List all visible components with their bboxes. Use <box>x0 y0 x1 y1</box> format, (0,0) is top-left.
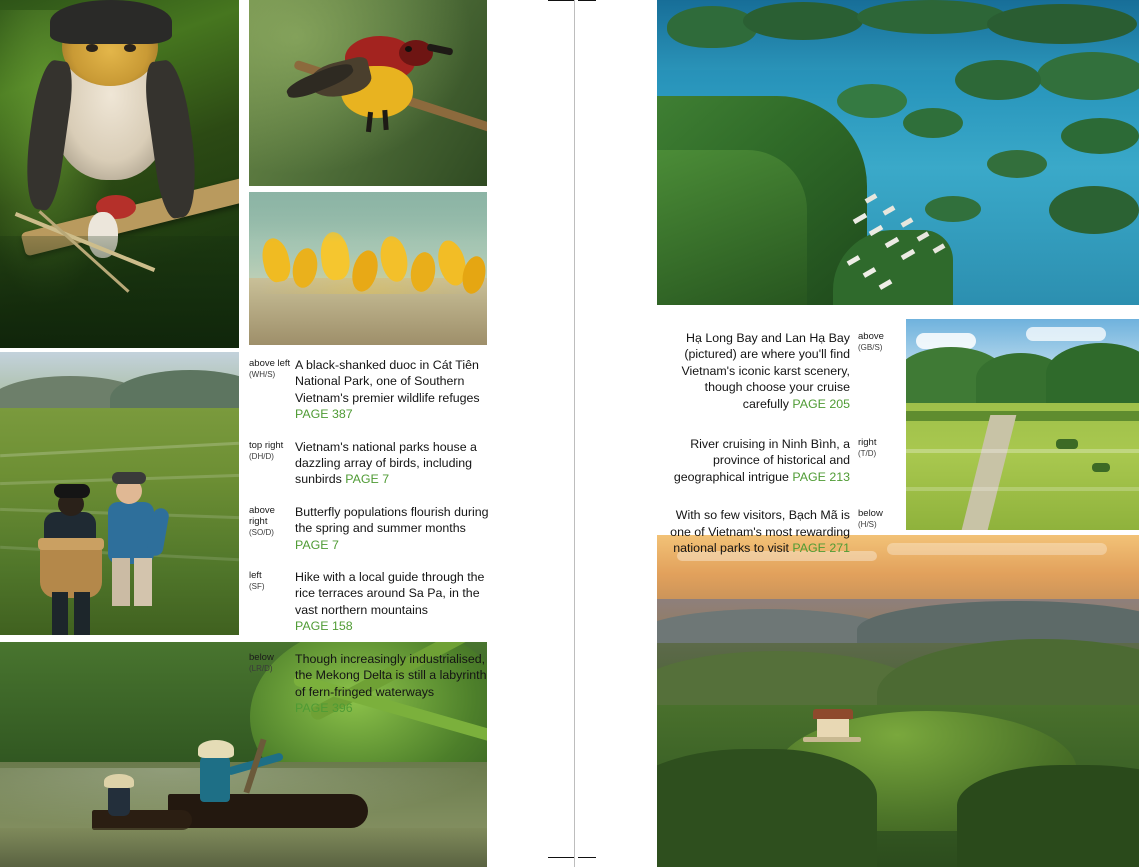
rice-terraces-trek-photo <box>0 352 239 635</box>
caption-text: Hạ Long Bay and Lan Hạ Bay (pictured) are where you'll find Vietnam's iconic karst scenery, though choose your cruise carefully <box>681 331 850 411</box>
caption-text: River cruising in Ninh Bình, a province of historical and geographical intrigue <box>673 437 850 484</box>
caption-position-label: left <box>249 570 262 582</box>
caption-position-label: above right <box>249 504 275 527</box>
crop-mark-top-right <box>578 0 596 1</box>
caption-credit: (T/D) <box>858 449 877 459</box>
caption-credit: (GB/S) <box>858 343 883 352</box>
caption-position <box>249 504 295 553</box>
caption-text: A black-shanked duoc in Cát Tiên National Park, one of Southern Vietnam's premier wildlife refuges <box>295 358 480 405</box>
caption-item <box>249 439 489 488</box>
ha-long-bay-photo <box>657 0 1139 305</box>
caption-item <box>640 436 898 485</box>
caption-text: Butterfly populations flourish during the spring and summer months <box>295 504 489 536</box>
ninh-binh-photo <box>906 319 1139 530</box>
caption-text-wrap <box>295 651 489 717</box>
caption-text-wrap <box>295 357 489 423</box>
caption-position <box>249 651 295 717</box>
caption-item <box>249 651 489 717</box>
page-reference[interactable]: PAGE 396 <box>295 700 353 715</box>
caption-text-wrap <box>658 330 850 412</box>
page-reference[interactable]: PAGE 205 <box>792 396 850 411</box>
caption-item <box>640 330 898 412</box>
caption-credit: (LR/D) <box>249 663 273 673</box>
caption-position-label: below <box>858 508 883 520</box>
caption-credit: (SF) <box>249 582 265 592</box>
caption-position-label: right <box>858 437 877 449</box>
caption-position-label: below <box>249 651 274 663</box>
caption-credit: (SO/D) <box>249 527 274 537</box>
caption-item <box>249 569 489 635</box>
caption-text: Hike with a local guide through the rice terraces around Sa Pa, in the vast northern mountains <box>295 570 485 617</box>
caption-position <box>249 569 295 635</box>
douc-langur-photo <box>0 0 239 348</box>
caption-item <box>249 357 489 423</box>
caption-item <box>249 504 489 553</box>
caption-position <box>850 436 898 485</box>
caption-text-wrap <box>658 436 850 485</box>
right-caption-block <box>640 330 898 576</box>
sunbird-photo <box>249 0 487 186</box>
caption-position-label: above <box>858 331 884 342</box>
caption-position-label: top right <box>249 439 284 451</box>
left-caption-block <box>249 357 489 732</box>
page-reference[interactable]: PAGE 271 <box>792 541 850 556</box>
page-reference[interactable]: PAGE 387 <box>295 407 353 422</box>
caption-text: With so few visitors, Bạch Mã is one of Vietnam's most rewarding national parks to visit <box>670 508 850 556</box>
crop-mark-bottom-right <box>578 857 596 858</box>
crop-mark-top-left <box>548 0 574 1</box>
gutter-fold-line <box>574 0 575 867</box>
page-reference[interactable]: PAGE 158 <box>295 619 353 634</box>
crop-mark-bottom-left <box>548 857 574 858</box>
caption-text-wrap <box>295 504 489 553</box>
caption-credit: (H/S) <box>858 520 877 530</box>
caption-position <box>850 507 898 556</box>
caption-text: Though increasingly industrialised, the Mekong Delta is still a labyrinth of fern-fringed waterways <box>295 651 487 699</box>
caption-position <box>850 330 898 412</box>
caption-text: Vietnam's national parks house a dazzling array of birds, including sunbirds <box>295 439 477 487</box>
page-reference[interactable]: PAGE 213 <box>792 469 850 484</box>
caption-position <box>249 357 295 423</box>
caption-text-wrap <box>295 569 489 635</box>
caption-position <box>249 439 295 488</box>
caption-position-label: above left <box>249 358 291 369</box>
caption-credit: (WH/S) <box>249 370 276 379</box>
caption-credit: (DH/D) <box>249 451 274 461</box>
caption-text-wrap <box>658 507 850 556</box>
butterflies-photo <box>249 192 487 345</box>
bach-ma-photo <box>657 535 1139 867</box>
page-reference[interactable]: PAGE 7 <box>345 472 390 487</box>
caption-item <box>640 507 898 556</box>
caption-text-wrap <box>295 439 489 488</box>
page-reference[interactable]: PAGE 7 <box>295 537 339 552</box>
